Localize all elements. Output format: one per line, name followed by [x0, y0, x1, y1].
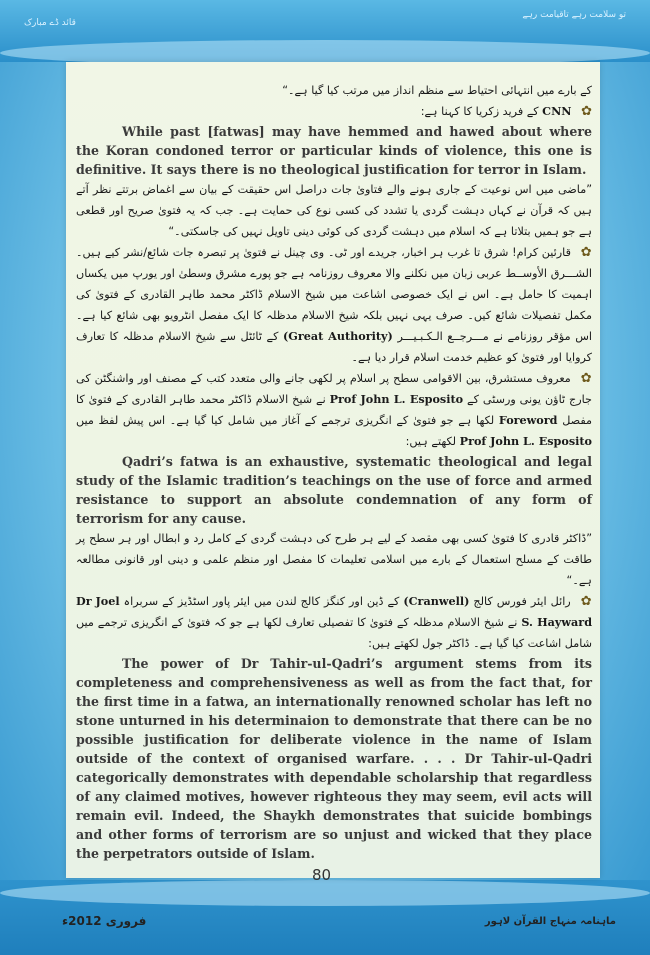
hayward-text-b: کے ڈین اور کنگز کالج لندن میں ایئر پاور اسٹڈیز کے سربراہ	[123, 595, 400, 608]
header-right-text: تو سلامت رہے تاقیامت رہے	[522, 10, 626, 20]
urdu-para-hayward	[76, 591, 592, 654]
english-quote-3: The power of Dr Tahir-ul-Qadri’s argument stems from its completeness and comprehensiveness as well as from the fact that, for the first time in a fatwa, an internationally renowned scholar has left no stone unturned in his determinaion to demonstrate that there can be no possible justification for deliberate violence in the name of Islam outside of the context of organised warfare. . . . Dr Tahir-ul-Qadri categorically demonstrates with dependable scholarship that regardless of any claimed motives, however righteous they may seem, evil acts will remain evil. Indeed, the Shaykh demonstrates that suicide bombings and other forms of terrorism are so unjust and wicked that they place the perpetrators outside of Islam.	[76, 656, 592, 861]
hayward-text-c: نے شیخ الاسلام مدظلہ کے فتویٰ کا تفصیلی تعارف لکھا ہے جو کہ فتویٰ کے انگریزی ترجمے میں شامل اشاعت کیا گیا ہے۔ ڈاکٹر جول لکھتے ہیں:	[76, 616, 592, 650]
great-authority: (Great Authority)	[282, 329, 393, 343]
flower-bullet-icon: ✿	[580, 371, 592, 386]
urdu-para-readers	[76, 242, 592, 368]
header-left-text: قائد ڈے مبارک	[24, 18, 76, 28]
esposito-text-b: نے شیخ الاسلام ڈاکٹر محمد طاہر القادری کے فتویٰ کا مفصل	[76, 393, 593, 427]
esposito-text-a: معروف مستشرق، بین الاقوامی سطح پر اسلام پر لکھی جانے والی متعدد کتب کے مصنف اور واشنگٹن کی جارج ٹاؤن یونی ورسٹی کے	[76, 372, 592, 406]
urdu-para-translation-2: ”ڈاکٹر قادری کا فتویٰ کسی بھی مقصد کے لیے ہر طرح کی دہشت گردی کے کامل رد و ابطال اور ہر سطح پر طاقت کے مسلح استعمال کے بارے میں اسلامی تعلیمات کا مفصل اور منظم علمی و دینی اور قانونی مطالعہ ہے۔“	[76, 532, 592, 587]
magazine-name: ماہنامہ منہاج القرآن لاہور	[484, 916, 616, 927]
cnn-text: کے فرید زکریا کا کہنا ہے:	[420, 105, 539, 118]
english-quote-1: While past [fatwas] may have hemmed and hawed about where the Koran condoned terror or particular kinds of violence, this one is definitive. It says there is no theological justification for terror in Islam.	[76, 124, 592, 177]
esposito-text-d: لکھتے ہیں:	[405, 435, 457, 448]
issue-date: فروری 2012ء	[62, 914, 147, 928]
hayward-text-a: رائل ایئر فورس کالج	[473, 595, 571, 608]
cranwell-label: (Cranwell)	[403, 594, 470, 608]
hayward-name: Dr Joel S. Hayward	[76, 594, 593, 629]
urdu-para-esposito	[76, 368, 592, 452]
flower-bullet-icon: ✿	[580, 245, 592, 260]
flower-bullet-icon: ✿	[580, 594, 593, 609]
english-quote-2: Qadri’s fatwa is an exhaustive, systematic theological and legal study of the Islamic tradition’s teachings on the use of force and armed resistance to support an absolute condemnation of any form of terrorism for any cause.	[76, 454, 592, 526]
esposito-text-c: لکھا ہے جو فتویٰ کے انگریزی ترجمے کے آغاز میں شامل کیا گیا ہے۔ اس پیش لفظ میں	[76, 414, 495, 427]
urdu-para-translation-1: ”ماضی میں اس نوعیت کے جاری ہونے والے فتاویٰ جات دراصل اس حقیقت کے بیان سے اغماض برتتے نظر آتے ہیں کہ قرآن نے کہاں دہشت گردی یا تشدد کی کسی نوع کی حمایت ہے۔ جب کہ یہ فتویٰ صریح اور قطعی ہے جو ہمیں بتلاتا ہے کہ اسلام میں دہشت گردی کی کوئی دینی تاویل نہیں کی جاسکتی۔“	[76, 183, 592, 238]
foreword-label: Foreword	[498, 413, 558, 427]
page-number: 80	[312, 866, 332, 884]
esposito-name: Prof John L. Esposito	[329, 392, 464, 406]
flower-bullet-icon: ✿	[581, 104, 592, 119]
esposito-name-2: Prof John L. Esposito	[459, 434, 592, 448]
readers-text: قارئین کرام! شرق تا غرب ہر اخبار، جریدے اور ٹی۔ وی چینل نے فتویٰ پر تبصرہ جات شائع/نشر کیے ہیں۔ الشـــرق الأوســط عربی زبان میں نکلنے والا معروف روزنامہ ہے جو پورے مشرق وسطیٰ اور یورپ میں یکساں اہمیت کا حامل ہے۔ اس نے ایک خصوصی اشاعت میں شیخ الاسلام ڈاکٹر محمد طاہر القادری کے فتویٰ کی مکمل تفصیلات شائع کیں۔ صرف یہی نہیں بلکہ شیخ الاسلام مدظلہ کا ایک مفصل انٹرویو بھی شائع کیا ہے۔ اس مؤقر روزنامے نے مـــرجــع الـكـبـيـــر	[76, 246, 592, 343]
urdu-para-1: کے بارے میں انتہائی احتیاط سے منظم انداز میں مرتب کیا گیا ہے۔“	[282, 84, 592, 97]
article-body	[76, 80, 592, 863]
cnn-label: CNN	[542, 104, 572, 118]
readers-tail: کے ٹائٹل سے شیخ الاسلام مدظلہ کا تعارف کروایا اور فتویٰ کو عظیم خدمت اسلام قرار دیا ہے۔	[76, 330, 592, 364]
urdu-para-cnn	[76, 101, 592, 122]
